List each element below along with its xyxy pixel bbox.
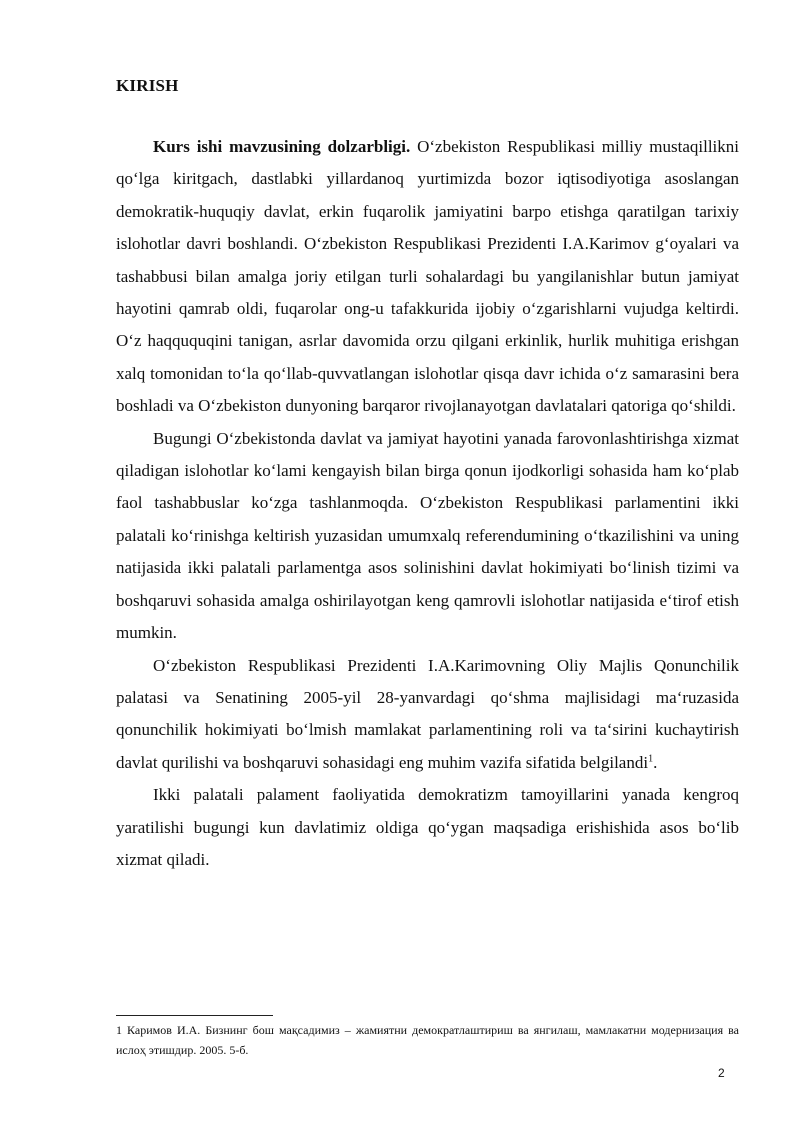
paragraph-3-text: O‘zbekiston Respublikasi Prezidenti I.A.Karimovning Oliy Majlis Qonunchilik palatasi va Senatining 2005-yil 28-yanvardagi qo‘shma majlisidagi ma‘ruzasida qonunchilik hokimiyati bo‘lmish mamlakat parlamentining roli va ta‘sirini kuchaytirish davlat qurilishi va boshqaruvi sohasidagi eng muhim vazifa sifatida belgilandi (116, 655, 739, 772)
footnote-reference[interactable]: 1 (648, 753, 654, 765)
paragraph-1-lead: Kurs ishi mavzusining dolzarbligi. (153, 137, 411, 156)
footnote-divider (116, 1015, 273, 1016)
body-text (116, 131, 739, 876)
paragraph-3 (116, 650, 739, 780)
page-number: 2 (718, 1066, 725, 1080)
paragraph-4: Ikki palatali palament faoliyatida demokratizm tamoyillarini yanada kengroq yaratilishi bugungi kun davlatimiz oldiga qo‘ygan maqsadiga erishishida asos bo‘lib xizmat qiladi. (116, 785, 739, 869)
footnote: 1 Каримов И.А. Бизнинг бош мақсадимиз – жамиятни демократлаштириш ва янгилаш, мамлакатни модернизация ва ислоҳ этишдир. 2005. 5-б. (116, 1023, 739, 1057)
paragraph-2: Bugungi O‘zbekistonda davlat va jamiyat hayotini yanada farovonlashtirishga xizmat qiladigan islohotlar ko‘lami kengayish bilan birga qonun ijodkorligi sohasida ham ko‘plab faol tashabbuslar ko‘zga tashlanmoqda. O‘zbekiston Respublikasi parlamentini ikki palatali ko‘rinishga keltirish yuzasidan umumxalq referendumining o‘tkazilishini va uning natijasida ikki palatali parlamentga asos solinishini davlat hokimiyati bo‘linish tizimi va boshqaruvi sohasida amalga oshirilayotgan keng qamrovli islohotlar natijasida e‘tirof etish mumkin. (116, 428, 739, 643)
paragraph-1 (116, 131, 739, 423)
section-heading: KIRISH (116, 76, 179, 95)
paragraph-1-text: O‘zbekiston Respublikasi milliy mustaqillikni qo‘lga kiritgach, dastlabki yillardanoq yurtimizda bozor iqtisodiyotiga asoslangan demokratik-huquqiy davlat, erkin fuqarolik jamiyatini barpo etishga qaratilgan tarixiy islohotlar davri boshlandi. O‘zbekiston Respublikasi Prezidenti I.A.Karimov g‘oyalari va tashabbusi bilan amalga joriy etilgan turli sohalardagi bu yangilanishlar butun jamiyat hayotini qamrab oldi, fuqarolar ong-u tafakkurida ijobiy o‘zgarishlarni vujudga keltirdi. O‘z haqququqini tanigan, asrlar davomida orzu qilgani erkinlik, hurlik muhitiga erishgan xalq tomonidan to‘la qo‘llab-quvvatlangan islohotlar qisqa davr ichida o‘z samarasini bera boshladi va O‘zbekiston dunyoning barqaror rivojlanayotgan davlatalari qatoriga qo‘shildi. (116, 137, 739, 416)
paragraph-3-end: . (653, 752, 658, 772)
